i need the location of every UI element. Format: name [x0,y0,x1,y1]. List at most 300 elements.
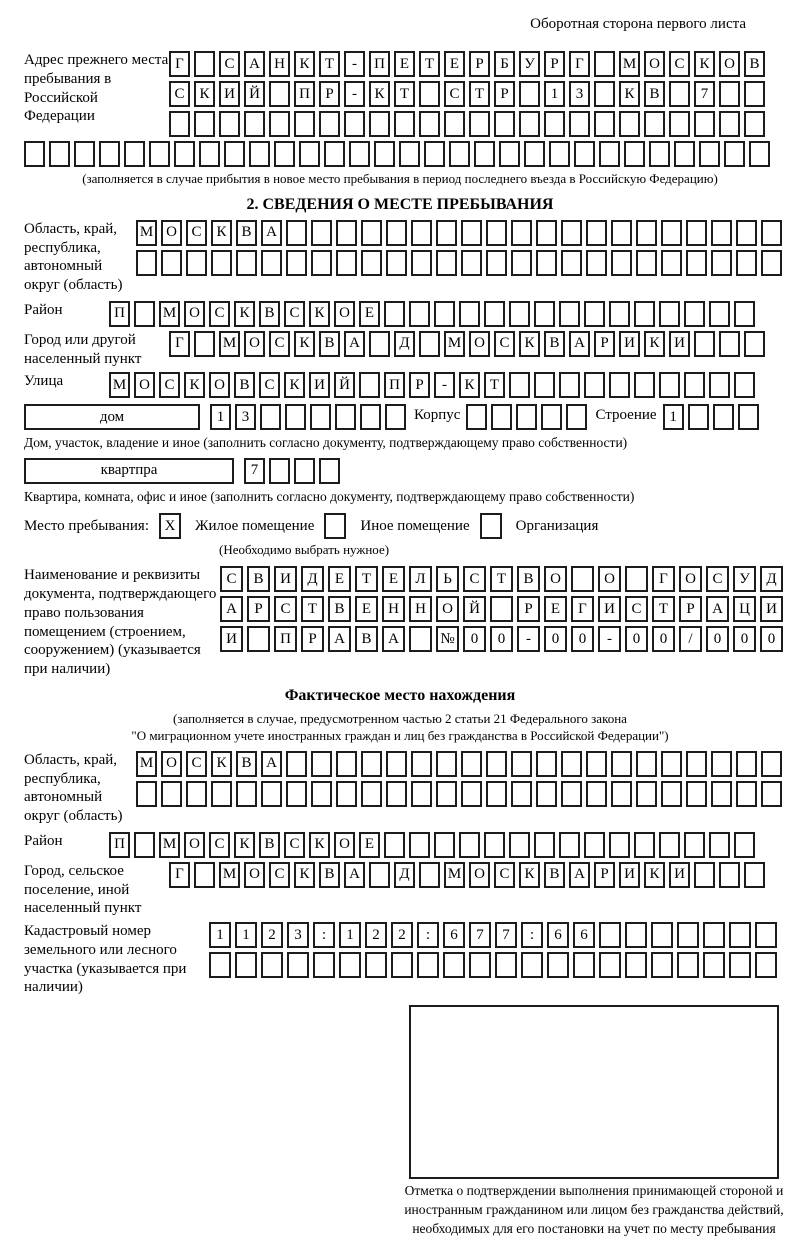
char-cell: 1 [209,922,231,948]
char-cell [443,952,465,978]
char-cell: С [186,220,207,246]
char-cell [686,250,707,276]
section2-title: 2. СВЕДЕНИЯ О МЕСТЕ ПРЕБЫВАНИЯ [246,195,554,213]
char-cell: К [194,81,215,107]
char-cell [669,81,690,107]
char-cell: / [679,626,702,652]
char-row [136,250,786,276]
char-cell: Н [382,596,405,622]
char-cell [369,111,390,137]
char-cell: О [469,862,490,888]
char-row [169,111,769,137]
char-cell [594,51,615,77]
char-cell [319,458,340,484]
char-cell: : [417,922,439,948]
char-cell [547,952,569,978]
char-cell [549,141,570,167]
char-cell [434,301,455,327]
char-row [220,566,787,592]
char-cell: Е [394,51,415,77]
char-cell: А [706,596,729,622]
char-row [210,404,410,430]
char-cell: Р [494,81,515,107]
char-cell [486,751,507,777]
char-cell [719,331,740,357]
char-cell [534,301,555,327]
char-cell [511,781,532,807]
char-cell: С [669,51,690,77]
char-cell [474,141,495,167]
char-row [220,626,787,652]
char-cell [544,111,565,137]
street-label: Улица [24,373,64,390]
char-cell [729,922,751,948]
char-cell [661,220,682,246]
char-cell: П [369,51,390,77]
char-cell: К [619,81,640,107]
char-cell: Р [544,51,565,77]
char-cell [561,220,582,246]
char-cell: И [220,626,243,652]
char-cell: Д [394,331,415,357]
house-row [24,404,776,430]
char-cell [461,781,482,807]
char-cell: В [236,751,257,777]
char-cell [559,372,580,398]
stay-option-residential-checkbox: X [159,513,181,539]
char-cell: О [644,51,665,77]
char-cell [311,781,332,807]
char-cell: С [444,81,465,107]
char-cell [469,952,491,978]
char-cell [419,81,440,107]
char-cell: 1 [235,922,257,948]
actual-city-group [24,862,776,918]
char-cell [659,832,680,858]
char-cell: 0 [760,626,783,652]
char-cell: 2 [261,922,283,948]
char-cell [299,141,320,167]
char-cell [211,781,232,807]
char-cell [659,301,680,327]
char-cell [599,141,620,167]
cadastre-label: Кадастровый номер земельного или лесного участка (указывается при наличии) [24,923,187,996]
actual-location-caption-line2: "О миграционном учете иностранных граждан и лиц без гражданства в Российской Федерации") [131,727,669,743]
char-cell: М [619,51,640,77]
char-cell [466,404,487,430]
char-cell [574,141,595,167]
prev-address-label: Адрес прежнего места пребывания в Российской Федерации [24,52,169,125]
char-cell [311,250,332,276]
char-cell: М [219,331,240,357]
char-cell: К [644,331,665,357]
char-cell [260,404,281,430]
char-cell [495,952,517,978]
char-cell [571,566,594,592]
char-cell: К [519,331,540,357]
korpus-label: Корпус [414,407,461,424]
char-cell: - [344,51,365,77]
apartment-row [24,458,776,484]
char-cell [661,250,682,276]
char-cell [391,952,413,978]
char-cell: А [261,751,282,777]
char-cell: Т [355,566,378,592]
char-cell [449,141,470,167]
stay-type-row [24,513,776,539]
char-cell [399,141,420,167]
char-cell: 0 [652,626,675,652]
char-cell: Г [652,566,675,592]
char-cell: Ц [733,596,756,622]
char-cell [724,141,745,167]
char-cell: П [384,372,405,398]
char-cell: С [259,372,280,398]
char-cell [186,250,207,276]
char-cell [688,404,709,430]
char-cell: Е [359,832,380,858]
char-cell [344,111,365,137]
char-cell [365,952,387,978]
char-cell [310,404,331,430]
char-cell: - [598,626,621,652]
document-label: Наименование и реквизиты документа, подтверждающего право пользования помещением (строением, сооружением) (указывается при наличии) [24,567,217,678]
char-cell: И [219,81,240,107]
char-cell: В [328,596,351,622]
char-cell [459,832,480,858]
char-cell: О [134,372,155,398]
char-cell: Н [409,596,432,622]
char-cell [436,781,457,807]
char-cell [649,141,670,167]
char-cell [459,301,480,327]
cadastre-group [24,922,776,997]
prev-address-caption: (заполняется в случае прибытия в новое место пребывания в период последнего въезда в Российскую Федерацию) [82,171,718,186]
char-cell [261,781,282,807]
char-cell [536,751,557,777]
char-row [209,952,781,978]
char-cell [711,250,732,276]
char-cell [709,832,730,858]
char-cell: 7 [694,81,715,107]
char-cell: 7 [244,458,265,484]
char-cell [444,111,465,137]
char-cell [755,952,777,978]
char-cell: С [274,596,297,622]
char-cell [235,952,257,978]
char-row [136,220,786,246]
char-cell: 0 [733,626,756,652]
char-cell [573,952,595,978]
char-cell [599,922,621,948]
char-cell: В [517,566,540,592]
char-cell [385,404,406,430]
char-cell: - [517,626,540,652]
char-cell: С [284,832,305,858]
char-cell: 3 [235,404,256,430]
char-cell [434,832,455,858]
prev-address-group [24,51,776,137]
char-cell [311,751,332,777]
char-cell [194,51,215,77]
char-cell: 3 [287,922,309,948]
char-cell [419,862,440,888]
char-cell: Т [484,372,505,398]
char-cell: К [309,301,330,327]
char-cell: Р [679,596,702,622]
char-cell [524,141,545,167]
char-cell: П [109,301,130,327]
char-cell [136,781,157,807]
char-cell [287,952,309,978]
char-cell [659,372,680,398]
char-cell [411,781,432,807]
char-cell: И [669,331,690,357]
char-cell: Т [419,51,440,77]
char-cell: Л [409,566,432,592]
char-cell [134,301,155,327]
char-cell: Д [301,566,324,592]
char-cell [703,922,725,948]
char-cell: С [269,331,290,357]
char-cell: О [436,596,459,622]
char-cell: 1 [339,922,361,948]
char-cell: Р [319,81,340,107]
char-cell [324,141,345,167]
char-cell [684,372,705,398]
char-cell: О [544,566,567,592]
char-cell [319,111,340,137]
char-cell: С [494,331,515,357]
stay-option-other-checkbox [324,513,346,539]
char-cell [436,220,457,246]
char-cell: В [319,862,340,888]
char-cell: С [494,862,515,888]
char-cell: И [760,596,783,622]
char-cell [761,220,782,246]
char-cell [584,832,605,858]
char-cell [674,141,695,167]
char-cell: Р [517,596,540,622]
char-cell [729,952,751,978]
char-cell: О [244,331,265,357]
char-cell: А [344,862,365,888]
char-cell: 1 [663,404,684,430]
char-cell: И [598,596,621,622]
char-cell [484,832,505,858]
char-cell [651,952,673,978]
char-cell [599,952,621,978]
char-cell: Г [569,51,590,77]
char-cell: В [234,372,255,398]
house-caption: Дом, участок, владение и иное (заполнить согласно документу, подтверждающему право собственности) [24,435,628,451]
char-cell: К [294,862,315,888]
char-cell: Т [469,81,490,107]
char-cell [519,81,540,107]
char-cell: Р [594,862,615,888]
char-cell [534,372,555,398]
street-group [24,372,776,398]
region-group [24,220,776,295]
char-cell: А [244,51,265,77]
char-cell: П [109,832,130,858]
char-row [169,51,769,77]
char-cell [509,832,530,858]
char-cell [686,781,707,807]
char-cell [286,781,307,807]
char-cell [661,751,682,777]
char-cell [124,141,145,167]
char-cell [734,301,755,327]
char-cell [521,952,543,978]
char-row [136,781,786,807]
char-cell: Е [382,566,405,592]
char-cell [336,220,357,246]
char-cell [499,141,520,167]
char-cell [586,250,607,276]
char-cell: А [569,331,590,357]
char-cell: Е [328,566,351,592]
char-cell: О [184,301,205,327]
char-cell [684,301,705,327]
char-cell [719,111,740,137]
char-cell [686,751,707,777]
char-cell [677,922,699,948]
char-cell: К [309,832,330,858]
house-widebox: дом [24,404,200,430]
char-cell: К [211,751,232,777]
char-cell [566,404,587,430]
char-cell [285,404,306,430]
char-cell: О [161,220,182,246]
char-cell: Е [359,301,380,327]
char-cell: М [444,862,465,888]
char-cell: 3 [569,81,590,107]
char-row [109,372,759,398]
char-row [244,458,344,484]
char-cell [349,141,370,167]
actual-location-title: Фактическое место нахождения [284,686,516,704]
char-cell [694,111,715,137]
actual-location-caption-line1: (заполняется в случае, предусмотренном частью 2 статьи 21 Федерального закона [173,710,627,726]
stay-option-other-label: Иное помещение [360,517,470,534]
char-cell [194,331,215,357]
char-cell [386,751,407,777]
char-cell: И [619,862,640,888]
stay-option-residential-label: Жилое помещение [195,517,315,534]
char-cell [269,81,290,107]
char-cell: А [328,626,351,652]
char-cell: А [382,626,405,652]
char-cell: В [236,220,257,246]
char-cell [636,781,657,807]
char-cell: 1 [544,81,565,107]
stay-option-organization-checkbox [480,513,502,539]
char-cell [99,141,120,167]
char-cell [361,220,382,246]
char-row [169,331,769,357]
char-cell [436,751,457,777]
char-cell [136,250,157,276]
char-cell: М [109,372,130,398]
char-cell [509,372,530,398]
char-cell: М [159,301,180,327]
char-cell [336,250,357,276]
char-cell [609,832,630,858]
char-cell: 7 [469,922,491,948]
char-cell [669,111,690,137]
char-cell: Т [319,51,340,77]
char-cell: Г [169,51,190,77]
char-cell: 0 [544,626,567,652]
char-cell [486,781,507,807]
city-group [24,331,776,369]
char-cell: 6 [547,922,569,948]
prev-address-rows [169,51,769,137]
char-cell: Р [469,51,490,77]
char-cell [49,141,70,167]
char-cell: К [211,220,232,246]
stamp-caption: Отметка о подтверждении выполнения принимающей стороной и иностранным гражданином или лицом без гражданства действий, необходимых для его постановки на учет по месту пребывания [404,1183,784,1236]
char-cell: 0 [706,626,729,652]
city-label: Город или другой населенный пункт [24,331,142,367]
char-cell [534,832,555,858]
char-cell: Е [355,596,378,622]
char-cell: 0 [571,626,594,652]
char-cell [469,111,490,137]
char-cell [519,111,540,137]
char-cell: С [269,862,290,888]
char-cell [594,81,615,107]
char-cell: Т [652,596,675,622]
char-cell [694,331,715,357]
char-cell: Р [301,626,324,652]
char-cell [409,301,430,327]
char-cell [339,952,361,978]
char-cell [394,111,415,137]
actual-district-group [24,832,776,858]
char-row [136,751,786,777]
apartment-caption: Квартира, комната, офис и иное (заполнить согласно документу, подтверждающему право собственности) [24,488,635,504]
char-cell [744,862,765,888]
char-cell [586,220,607,246]
char-cell [274,141,295,167]
char-cell [711,220,732,246]
stay-type-caption: (Необходимо выбрать нужное) [219,542,390,558]
char-cell [494,111,515,137]
char-cell [313,952,335,978]
char-cell: М [136,751,157,777]
char-cell: - [344,81,365,107]
region-label: Область, край, республика, автономный округ (область) [24,220,123,294]
stamp-area [388,1005,800,1239]
char-cell: Г [571,596,594,622]
char-cell [569,111,590,137]
char-cell: 7 [495,922,517,948]
char-cell: Е [444,51,465,77]
char-cell: А [220,596,243,622]
char-cell [586,781,607,807]
char-cell [384,832,405,858]
char-cell: А [261,220,282,246]
char-cell [755,922,777,948]
char-cell: У [519,51,540,77]
char-cell [634,301,655,327]
char-cell [386,250,407,276]
char-cell [419,331,440,357]
char-cell [713,404,734,430]
char-cell [536,250,557,276]
